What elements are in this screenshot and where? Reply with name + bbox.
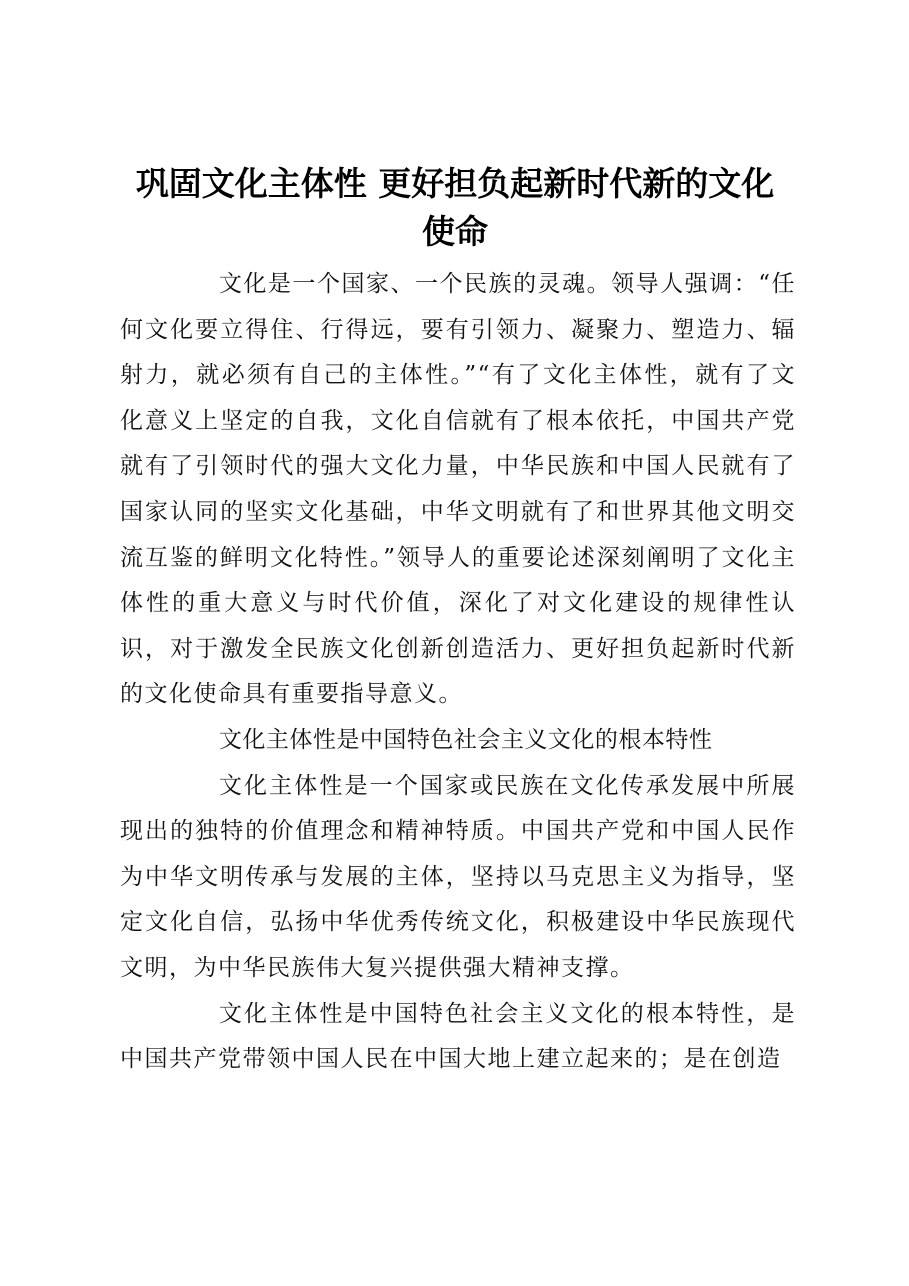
section-heading: 文化主体性是中国特色社会主义文化的根本特性 bbox=[218, 726, 713, 753]
paragraph-intro: 文化是一个国家、一个民族的灵魂。领导人强调：“任何文化要立得住、行得远，要有引领力、凝聚力、塑造力、辐射力，就必须有自己的主体性。”“有了文化主体性，就有了文化意义上坚定的自我，文化自信就有了根本依托，中国共产党就有了引领时代的强大文化力量，中华民族和中国人民就有了国家认同的坚实文化基础，中华文明就有了和世界其他文明交流互鉴的鲜明文化特性。”领导人的重要论述深刻阐明了文化主体性的重大意义与时代价值，深化了对文化建设的规律性认识，对于激发全民族文化创新创造活力、更好担负起新时代新的文化使命具有重要指导意义。 bbox=[120, 271, 796, 708]
paragraph-characteristic: 文化主体性是中国特色社会主义文化的根本特性，是中国共产党带领中国人民在中国大地上建立起来的；是在创造 bbox=[120, 1000, 796, 1073]
paragraph-definition: 文化主体性是一个国家或民族在文化传承发展中所展现出的独特的价值理念和精神特质。中国共产党和中国人民作为中华文明传承与发展的主体，坚持以马克思主义为指导，坚定文化自信，弘扬中华优秀传统文化，积极建设中华民族现代文明，为中华民族伟大复兴提供强大精神支撑。 bbox=[120, 772, 796, 981]
document-body bbox=[120, 262, 796, 1083]
document-title: 巩固文化主体性 更好担负起新时代新的文化使命 bbox=[135, 164, 775, 251]
